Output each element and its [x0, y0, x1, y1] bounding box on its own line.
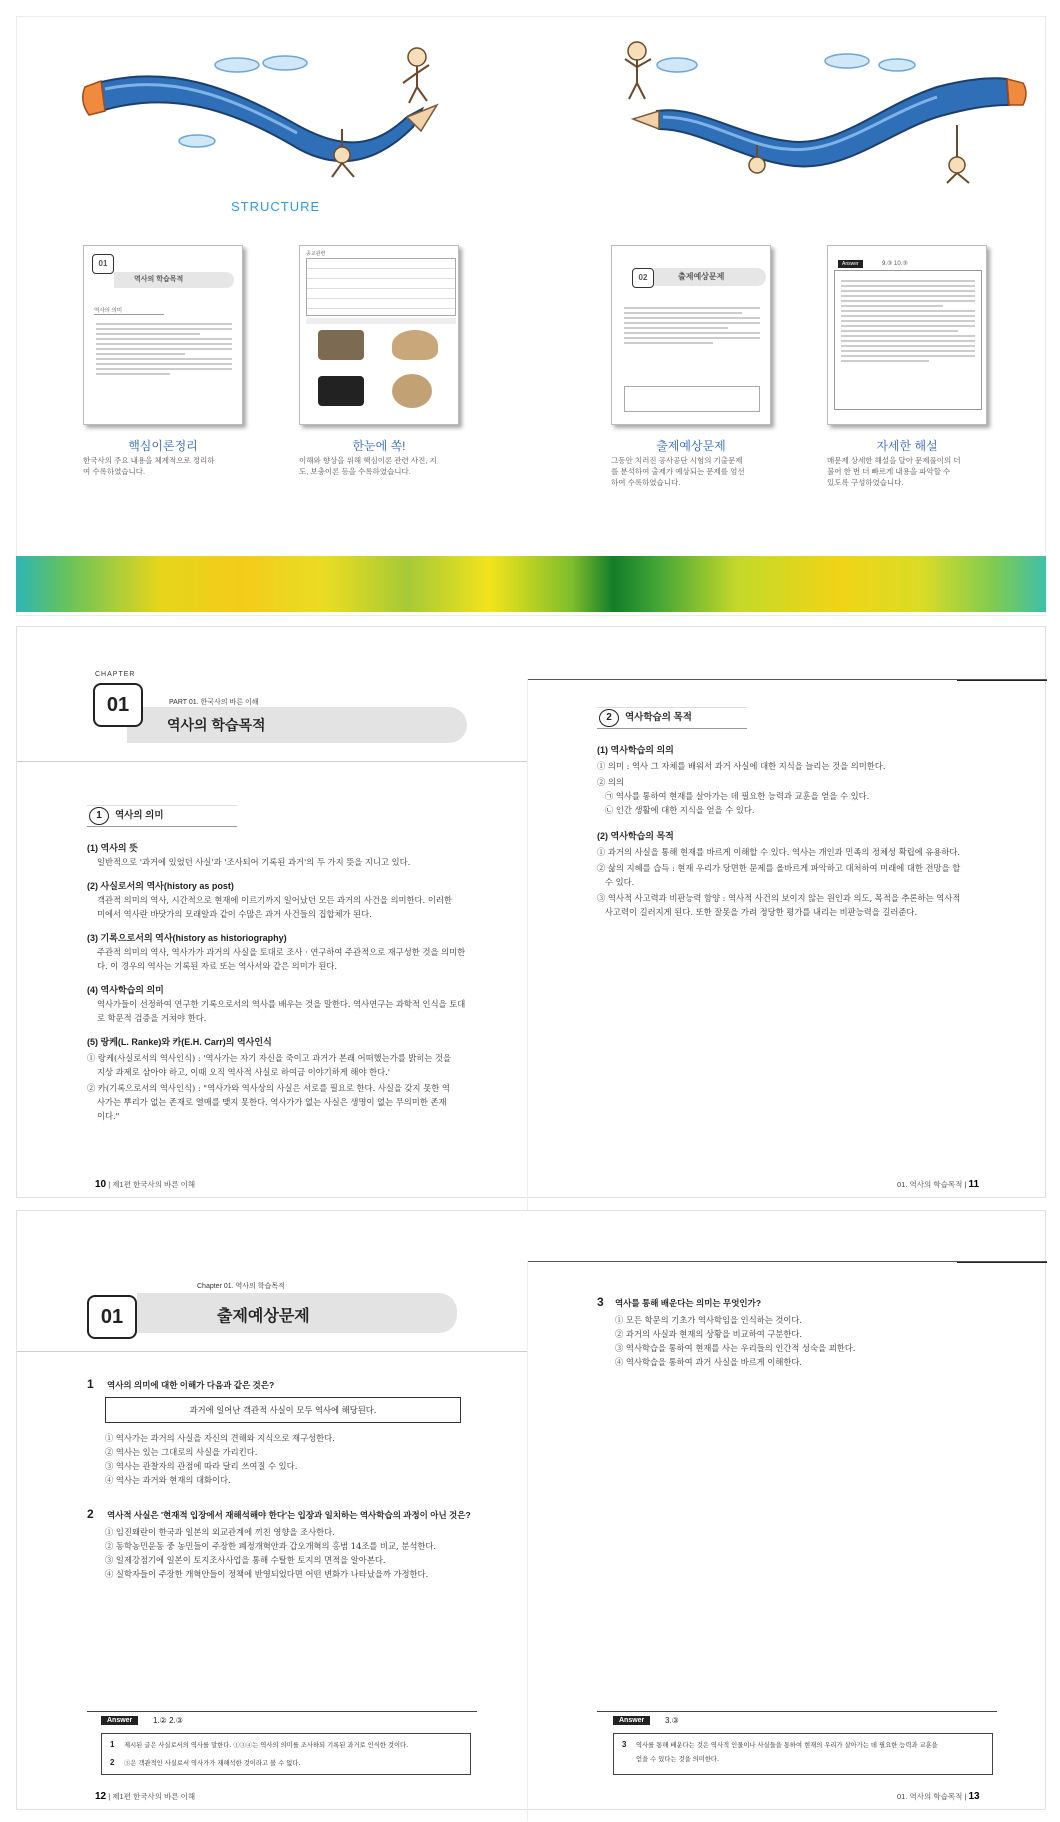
page-footer-left: 10 | 제1편 한국사의 바른 이해	[95, 1179, 196, 1190]
page-footer-left: 12 | 제1편 한국사의 바른 이해	[95, 1791, 196, 1802]
option: ② 동학농민운동 중 농민들이 주장한 폐정개혁안과 갑오개혁의 홍범 14조를 비교, 분석한다.	[105, 1541, 437, 1551]
option: ① 모든 학문의 기초가 역사학임을 인식하는 것이다.	[615, 1315, 803, 1325]
item-text: 사가는 뿌리가 없는 존재로 열매를 맺지 못한다. 역사가가 없는 사실은 생명이 없는 무의미한 존재	[97, 1097, 447, 1107]
question-number: 2	[87, 1507, 94, 1521]
item-text: 객관적 의미의 역사, 시간적으로 현재에 이르기까지 일어났던 모든 과거의 사건을 의미한다. 이러한	[97, 895, 452, 905]
item-text: ㉠ 역사를 통하여 현재를 살아가는 데 필요한 능력과 교훈을 얻을 수 있다.	[597, 791, 870, 801]
card-desc-core-theory: 한국사의 주요 내용을 체계적으로 정리하 여 수록하였습니다.	[83, 456, 215, 476]
option: ① 역사가는 과거의 사실을 자신의 견해와 지식으로 재구성한다.	[105, 1433, 335, 1443]
card-title-practice-questions: 출제예상문제	[656, 439, 726, 453]
item-text: 미에서 역사란 바닷가의 모래알과 같이 수많은 과거 사건들의 집합체가 된다.	[97, 909, 372, 919]
item-text: 주관적 의미의 역사, 역사가가 과거의 사실을 토대로 조사 · 연구하여 주관적으로 재구성한 것을 의미한	[97, 947, 466, 957]
page-title: 출제예상문제	[217, 1308, 310, 1325]
item-heading: (1) 역사의 뜻	[87, 843, 138, 853]
explanation-2: ③은 객관적인 사실로서 역사가가 재해석한 것이라고 볼 수 없다.	[124, 1760, 301, 1767]
item-heading: (1) 역사학습의 의의	[597, 745, 674, 755]
item-text: ② 의의	[597, 777, 624, 787]
option: ④ 실학자들이 주장한 개혁안들이 정책에 반영되었다면 어떤 변화가 나타났을까 가정한다.	[105, 1569, 429, 1579]
answer-explanation-box: 1 제시된 글은 사실로서의 역사를 말한다. ①③④는 역사의 의미를 조사하되 기록된 과거로 인식한 것이다. 2 ③은 객관적인 사실로서 역사가가 재해석한 것이라고 볼 수 없다.	[101, 1733, 471, 1775]
question-number: 1	[87, 1377, 94, 1391]
item-text: ② 삶의 지혜를 습득 : 현재 우리가 당면한 문제를 올바르게 파악하고 대처하여 미래에 대한 전망을 할	[597, 863, 961, 873]
option: ① 임진왜란이 한국과 일본의 외교관계에 끼친 영향을 조사한다.	[105, 1527, 335, 1537]
item-text: 수 있다.	[597, 877, 635, 887]
item-text: 다. 이 경우의 역사는 기록된 자료 또는 역사서와 같은 의미가 된다.	[97, 961, 338, 971]
option: ④ 역사는 과거와 현재의 대화이다.	[105, 1475, 231, 1485]
thumb-section: 종교관련	[306, 251, 326, 257]
gradient-band	[16, 556, 1046, 612]
question-box: 과거에 일어난 객관적 사실이 모두 역사에 해당된다.	[105, 1397, 461, 1423]
card-title-detailed-explanation: 자세한 해설	[876, 439, 938, 453]
item-text: ① 랑케(사실로서의 역사인식) : '역사가는 자기 자신을 죽이고 과거가 본래 어떠했는가를 밝히는 것을	[87, 1053, 452, 1063]
item-heading: (2) 사실로서의 역사(history as post)	[87, 881, 234, 891]
item-text: ① 의미 : 역사 그 자체를 배워서 과거 사실에 대한 지식을 늘리는 것을 의미한다.	[597, 761, 886, 771]
answer-values: 3.③	[665, 1716, 679, 1725]
item-text: 사고력이 길러지게 된다. 또한 잘못을 가려 정당한 평가를 내리는 비판능력을 길러준다.	[597, 907, 918, 917]
section-number: 2	[599, 709, 619, 727]
chapter-number-box: 01	[93, 683, 143, 727]
item-text: 이다."	[97, 1111, 120, 1121]
item-heading: (4) 역사학습의 의미	[87, 985, 164, 995]
thumbnail-at-a-glance	[299, 245, 459, 425]
spread-pages-12-13	[16, 1210, 1046, 1810]
question-text: 역사를 통해 배운다는 의미는 무엇인가?	[615, 1298, 762, 1308]
structure-heading: STRUCTURE	[231, 199, 321, 214]
item-text: ㉡ 인간 생활에 대한 지식을 얻을 수 있다.	[597, 805, 755, 815]
page-footer-right: 01. 역사의 학습목적 | 11	[897, 1179, 980, 1190]
explanation-1: 제시된 글은 사실로서의 역사를 말한다. ①③④는 역사의 의미를 조사하되 기록된 과거로 인식한 것이다.	[124, 1742, 409, 1749]
card-title-at-a-glance: 한눈에 쏙!	[352, 439, 406, 453]
section-label: 역사의 의미	[115, 810, 164, 821]
option: ② 과거의 사실과 현재의 상황을 비교하여 구분한다.	[615, 1329, 803, 1339]
spread-pages-10-11	[16, 626, 1046, 1198]
question-text: 역사의 의미에 대한 이해가 다음과 같은 것은?	[107, 1380, 275, 1390]
pencil-illustration-left	[77, 25, 497, 185]
card-title-core-theory: 핵심이론정리	[128, 439, 198, 453]
page-footer-right: 01. 역사의 학습목적 | 13	[897, 1791, 980, 1802]
thumb-chapter-box: 01	[92, 254, 114, 274]
chapter-number-box: 01	[87, 1295, 137, 1339]
item-text: 로 학문적 검증을 거쳐야 한다.	[97, 1013, 207, 1023]
chapter-line: Chapter 01. 역사의 학습목적	[197, 1283, 285, 1290]
question-text: 역사적 사실은 '현재적 입장에서 재해석해야 한다'는 입장과 일치하는 역사학습의 과정이 아닌 것은?	[107, 1510, 471, 1520]
section-number: 1	[89, 807, 109, 825]
part-label: PART 01. 한국사의 바른 이해	[169, 699, 259, 706]
question-number: 3	[597, 1295, 604, 1309]
thumbnail-practice-questions	[611, 245, 771, 425]
structure-page	[16, 16, 1046, 616]
item-heading: (5) 랑케(L. Ranke)와 카(E.H. Carr)의 역사인식	[87, 1037, 272, 1047]
thumb-section: 역사의 의미	[94, 306, 164, 315]
answer-tag: Answer	[613, 1716, 650, 1725]
item-heading: (2) 역사학습의 목적	[597, 831, 674, 841]
item-text: 일반적으로 '과거에 있었던 사실'과 '조사되어 기록된 과거'의 두 가지 뜻을 지니고 있다.	[97, 857, 411, 867]
pencil-illustration-right	[597, 25, 1037, 185]
item-text: ③ 역사적 사고력과 비판능력 함양 : 역사적 사건의 보이지 않는 원인과 의도, 목적을 추론하는 역사적	[597, 893, 961, 903]
section-heading-1	[87, 805, 237, 827]
answer-tag: Answer	[101, 1716, 138, 1725]
page-title: 역사의 학습목적	[167, 717, 266, 733]
item-text: 지상 과제로 삼아야 하고, 이때 오직 역사적 사실로 하여금 이야기하게 해야 한다.'	[97, 1067, 391, 1077]
section-heading-2	[597, 707, 747, 729]
answer-explanation-box: 3 역사를 통해 배운다는 것은 역사적 인물이나 사실들을 통하여 현재의 우리가 살아가는 데 필요한 능력과 교훈을 얻을 수 있다는 것을 의미한다.	[613, 1733, 993, 1775]
option: ② 역사는 있는 그대로의 사실을 가리킨다.	[105, 1447, 258, 1457]
thumb-title: 역사의 학습목적	[114, 272, 234, 288]
item-text: ② 카(기록으로서의 역사인식) : "역사가와 역사상의 사실은 서로를 필요로 한다. 사실을 갖지 못한 역	[87, 1083, 450, 1093]
option: ③ 일제강점기에 일본이 토지조사사업을 통해 수탈한 토지의 면적을 알아본다.	[105, 1555, 386, 1565]
option: ④ 역사학습을 통하여 과거 사실을 바르게 이해한다.	[615, 1357, 803, 1367]
chapter-word: CHAPTER	[95, 671, 136, 678]
item-text: 역사가들이 선정하여 연구한 기록으로서의 역사를 배우는 것을 말한다. 역사연구는 과학적 인식을 토대	[97, 999, 466, 1009]
card-desc-at-a-glance: 이해와 향상을 위해 핵심이론 관련 사진, 지 도, 보충이론 등을 수록하였습니다.	[299, 456, 437, 476]
thumb-chapter-box: 02	[632, 268, 654, 288]
thumb-answer-values: 9.③ 10.③	[882, 261, 908, 267]
thumbnail-detailed-explanation	[827, 245, 987, 425]
explanation-3-cont: 얻을 수 있다는 것을 의미한다.	[636, 1756, 720, 1763]
answer-values: 1.② 2.③	[153, 1716, 183, 1725]
card-desc-detailed-explanation: 매문제 상세한 해설을 달아 문제풀이의 더 불어 한 번 더 빠르게 내용을 파악할 수 있도록 구성하였습니다.	[827, 456, 961, 487]
item-text: ① 과거의 사실을 통해 현재를 바르게 이해할 수 있다. 역사는 개인과 민족의 정체성 확립에 유용하다.	[597, 847, 961, 857]
thumbnail-core-theory	[83, 245, 243, 425]
explanation-3: 역사를 통해 배운다는 것은 역사적 인물이나 사실들을 통하여 현재의 우리가 살아가는 데 필요한 능력과 교훈을	[636, 1742, 938, 1749]
thumb-title: 출제예상문제	[654, 268, 766, 286]
thumb-answer-tag: Answer	[838, 260, 863, 268]
option: ③ 역사는 관찰자의 관점에 따라 달리 쓰여질 수 있다.	[105, 1461, 298, 1471]
section-label: 역사학습의 목적	[625, 712, 692, 723]
option: ③ 역사학습을 통하여 현재를 사는 우리들의 인간적 성숙을 꾀한다.	[615, 1343, 856, 1353]
item-heading: (3) 기록으로서의 역사(history as historiography)	[87, 933, 287, 943]
card-desc-practice-questions: 그동안 치러진 공사공단 시험의 기출문제 를 분석하여 출제가 예상되는 문제를 엄선 하여 수록하였습니다.	[611, 456, 745, 487]
